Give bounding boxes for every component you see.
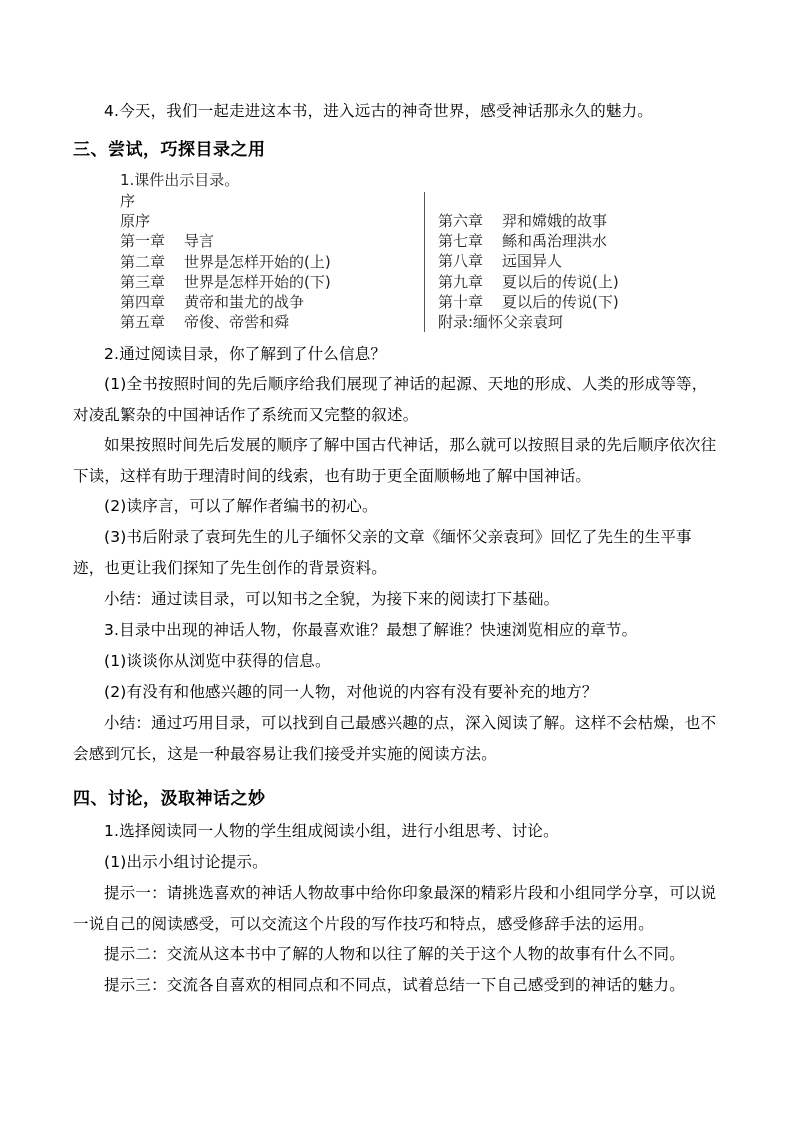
summary-2: 小结：通过巧用目录，可以找到自己最感兴趣的点，深入阅读了解。这样不会枯燥，也不会感到冗长，这是一种最容易让我们接受并实施的阅读方法。 <box>73 714 717 763</box>
question-3-item-1: (1)谈谈你从浏览中获得的信息。 <box>104 652 331 670</box>
toc-item <box>438 251 619 271</box>
toc-chapter: 附录:缅怀父亲袁珂 <box>438 313 564 332</box>
toc-right-column <box>438 211 619 332</box>
toc-chapter: 第六章 <box>438 212 484 230</box>
tip-1: 提示一：请挑选喜欢的神话人物故事中给你印象最深的精彩片段和小组同学分享，可以说一说自己的阅读感受，可以交流这个片段的写作技巧和特点，感受修辞手法的运用。 <box>73 884 717 933</box>
toc-chapter: 第二章 <box>120 252 166 271</box>
question-2: 2.通过阅读目录，你了解到了什么信息？ <box>104 345 387 363</box>
toc-title: 夏以后的传说(下) <box>502 292 619 311</box>
toc-item <box>120 191 331 211</box>
tip-3: 提示三：交流各自喜欢的相同点和不同点，试着总结一下自己感受到的神话的魅力。 <box>104 976 685 994</box>
toc-divider <box>424 192 425 332</box>
step-1: 1.选择阅读同一人物的学生组成阅读小组，进行小组思考、讨论。 <box>104 822 559 840</box>
toc-chapter: 序 <box>120 192 136 210</box>
toc-item <box>120 231 331 251</box>
toc-chapter: 第四章 <box>120 293 166 312</box>
summary-1: 小结：通过读目录，可以知书之全貌，为接下来的阅读打下基础。 <box>104 590 560 608</box>
toc-chapter: 第九章 <box>438 272 484 291</box>
toc-item <box>120 312 331 332</box>
answer-1: (1)全书按照时间的先后顺序给我们展现了神话的起源、天地的形成、人类的形成等等，对凌乱繁杂的中国神话作了系统而又完整的叙述。 <box>73 375 708 424</box>
toc-chapter: 第七章 <box>438 232 484 251</box>
paragraph-intro-4: 4.今天，我们一起走进这本书，进入远古的神奇世界，感受神话那永久的魅力。 <box>104 102 653 120</box>
toc-chapter: 第五章 <box>120 313 166 332</box>
toc-title: 帝俊、帝喾和舜 <box>184 313 290 332</box>
question-3-item-2: (2)有没有和他感兴趣的同一人物，对他说的内容有没有要补充的地方？ <box>104 683 598 701</box>
section-heading-4: 四、讨论，汲取神话之妙 <box>73 789 266 809</box>
toc-chapter: 第三章 <box>120 272 166 291</box>
toc-item <box>438 272 619 292</box>
toc-item <box>120 292 331 312</box>
toc-title: 导言 <box>184 232 215 251</box>
toc-title: 远国异人 <box>502 252 563 271</box>
toc-chapter: 第八章 <box>438 252 484 271</box>
question-3: 3.目录中出现的神话人物，你最喜欢谁？最想了解谁？快速浏览相应的章节。 <box>104 621 638 639</box>
toc-item <box>120 272 331 292</box>
tip-2: 提示二：交流从这本书中了解的人物和以往了解的关于这个人物的故事有什么不同。 <box>104 945 685 963</box>
toc-item <box>120 211 331 231</box>
toc-title: 羿和嫦娥的故事 <box>502 212 608 230</box>
toc-item <box>438 211 619 231</box>
answer-2: (2)读序言，可以了解作者编书的初心。 <box>104 497 378 515</box>
toc-chapter: 第十章 <box>438 292 484 311</box>
toc-title: 世界是怎样开始的(上) <box>184 252 331 271</box>
toc-title: 世界是怎样开始的(下) <box>184 272 331 291</box>
toc-step-label: 1.课件出示目录。 <box>120 171 240 189</box>
toc-item <box>438 231 619 251</box>
toc-chapter: 原序 <box>120 212 151 231</box>
toc-chapter: 第一章 <box>120 232 166 251</box>
answer-1-extra: 如果按照时间先后发展的顺序了解中国古代神话，那么就可以按照目录的先后顺序依次往下读，这样有助于理清时间的线索，也有助于更全面顺畅地了解中国神话。 <box>73 436 717 485</box>
toc-item <box>438 292 619 312</box>
toc-title: 黄帝和蚩尤的战争 <box>184 293 305 312</box>
toc-title: 鲧和禹治理洪水 <box>502 232 608 251</box>
toc-title: 夏以后的传说(上) <box>502 272 619 291</box>
toc-item <box>120 252 331 272</box>
section-heading-3: 三、尝试，巧探目录之用 <box>73 140 266 160</box>
toc-item <box>438 312 619 332</box>
toc-left-column <box>120 191 331 332</box>
step-1-item-1: (1)出示小组讨论提示。 <box>104 853 268 871</box>
answer-3: (3)书后附录了袁珂先生的儿子缅怀父亲的文章《缅怀父亲袁珂》回忆了先生的生平事迹，也更让我们探知了先生创作的背景资料。 <box>73 528 692 577</box>
